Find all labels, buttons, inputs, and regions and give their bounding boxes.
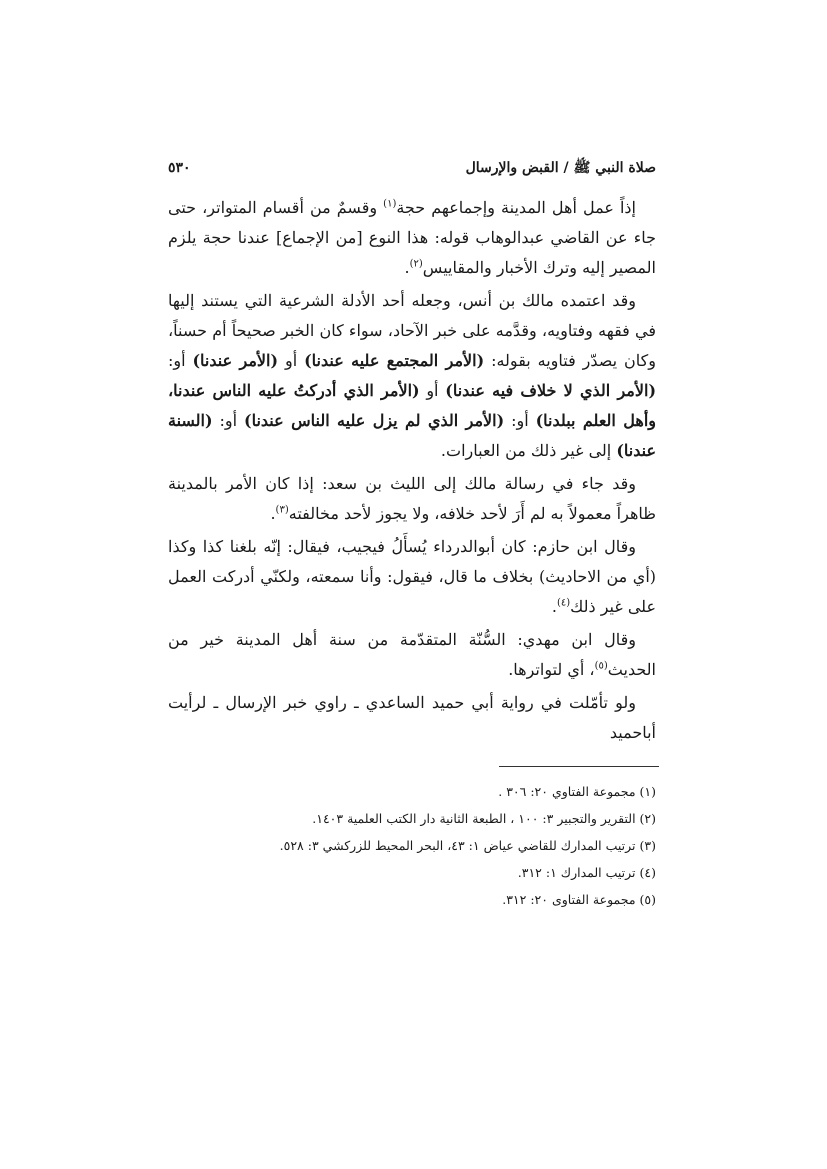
- footnote-1: (١) مجموعة الفتاوي ٢٠: ٣٠٦ .: [498, 784, 656, 799]
- main-text: [168, 193, 656, 751]
- footnote-4: (٤) ترتيب المدارك ١: ٣١٢.: [517, 865, 656, 880]
- paragraph-5: وقال ابن مهدي: السُّنّة المتقدّمة من سنة أهل المدينة خير من الحديث$^{(٥)}$، أي لتواترها.: [168, 630, 656, 679]
- footnote-2: (٢) التقرير والتجبير ٣: ١٠٠ ، الطبعة الثانية دار الكتب العلمية ١٤٠٣.: [312, 811, 656, 826]
- footnotes: [168, 778, 656, 913]
- page-header: [168, 156, 656, 180]
- paragraph-1: إذاً عمل أهل المدينة وإجماعهم حجة$^{(١)}$ وقسمٌ من أقسام المتواتر، حتى جاء عن القاضي عبدالوهاب قوله: هذا النوع [من الإجماع] عندنا حجة يلزم المصير إليه وترك الأخبار والمقاييس$^{(٢)}$.: [168, 198, 656, 277]
- quoted-phrase: (الأمر المجتمع عليه عندنا): [304, 351, 485, 370]
- paragraph-3: وقد جاء في رسالة مالك إلى الليث بن سعد: إذا كان الأمر بالمدينة ظاهراً معمولاً به لم أَرَ لأحد خلافه، ولا يجوز لأحد مخالفته$^{(٣)}$.: [168, 474, 656, 523]
- quoted-phrase: (الأمر الذي لم يزل عليه الناس عندنا): [244, 411, 505, 430]
- footnote-ref-2: (٢): [409, 258, 423, 270]
- footnote-ref-4: (٤): [556, 597, 571, 609]
- footnote-ref-1: (١): [383, 198, 397, 210]
- quoted-phrase: (الأمر عندنا): [192, 351, 279, 370]
- footnote-5: (٥) مجموعة الفتاوى ٢٠: ٣١٢.: [502, 892, 656, 907]
- footnote-3: (٣) ترتيب المدارك للقاضي عياض ١: ٤٣، البحر المحيط للزركشي ٣: ٥٢٨.: [279, 838, 656, 853]
- quoted-phrase: (الأمر الذي أدركتُ عليه الناس عندنا، وأهل العلم ببلدنا): [168, 381, 657, 430]
- paragraph-6: ولو تأمّلت في رواية أبي حميد الساعدي ـ راوي خبر الإرسال ـ لرأيت أباحميد: [168, 693, 656, 742]
- quoted-phrase: (السنة عندنا): [168, 411, 656, 460]
- page-number: ٥٣٠: [168, 160, 191, 176]
- footnote-separator: [499, 766, 659, 767]
- footnote-ref-3: (٣): [275, 504, 289, 516]
- paragraph-4: وقال ابن حازم: كان أبوالدرداء يُسأَلُ فيجيب، فيقال: إنّه بلغنا كذا وكذا (أي من الاحاديث) بخلاف ما قال، فيقول: وأنا سمعته، ولكنّي أدركت العمل على غير ذلك$^{(٤)}$.: [168, 537, 656, 616]
- running-title: صلاة النبي ﷺ / القبض والإرسال: [465, 160, 656, 176]
- quoted-phrase: (الأمر الذي لا خلاف فيه عندنا): [445, 381, 657, 400]
- paragraph-2: وقد اعتمده مالك بن أنس، وجعله أحد الأدلة الشرعية التي يستند إليها في فقهه وفتاويه، وقدَّمه على خبر الآحاد، سواء كان الخبر صحيحاً أم حسناً، وكان يصدّر فتاويه بقوله: (الأمر المجتمع عليه عندنا) أو (الأمر عندنا) أو: (الأمر الذي لا خلاف فيه عندنا) أو (الأمر الذي أدركتُ عليه الناس عندنا، وأهل العلم ببلدنا) أو: (الأمر الذي لم يزل عليه الناس عندنا) أو: (السنة عندنا) إلى غير ذلك من العبارات.: [168, 291, 657, 460]
- footnote-ref-5: (٥): [594, 660, 608, 672]
